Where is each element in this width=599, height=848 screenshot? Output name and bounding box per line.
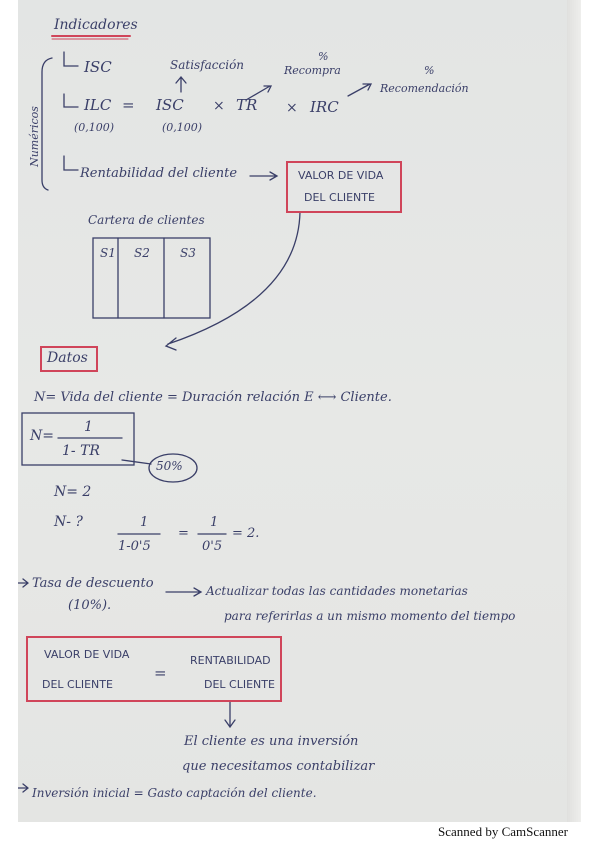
conclusion-line-2: que necesitamos contabilizar xyxy=(182,759,375,774)
n-definition: N= Vida del cliente = Duración relación E ⟷ Cliente. xyxy=(34,390,392,405)
n-lhs: N= xyxy=(30,428,54,444)
notebook-page xyxy=(18,0,581,822)
recomendacion-label: Recomendación xyxy=(380,82,469,95)
calc-numerator-1: 1 xyxy=(140,515,149,530)
tasa-pct: (10%). xyxy=(68,598,112,613)
cartera-col-s2: S2 xyxy=(134,246,150,260)
frac-numerator: 1 xyxy=(84,419,93,435)
valor-vida-box xyxy=(286,161,402,213)
equation-box xyxy=(26,636,282,702)
tasa-label: Tasa de descuento xyxy=(32,576,154,591)
valor-vida-line2: DEL CLIENTE xyxy=(304,191,375,204)
rentabilidad-cliente-label: Rentabilidad del cliente xyxy=(80,166,238,181)
eq-left-line1: VALOR DE VIDA xyxy=(44,648,130,661)
datos-title-box xyxy=(40,346,98,372)
eq-equals: = xyxy=(154,664,167,682)
cartera-col-s1: S1 xyxy=(100,246,116,260)
equals-sign: = xyxy=(122,96,135,114)
pct-recomendacion: % xyxy=(424,64,435,77)
recompra-label: Recompra xyxy=(284,64,341,77)
isc-term: ISC xyxy=(156,96,184,114)
circled-50pct: 50% xyxy=(156,459,183,473)
calc-denominator-1: 1-0'5 xyxy=(118,539,151,554)
calc-denominator-2: 0'5 xyxy=(202,539,223,554)
satisfaccion-label: Satisfacción xyxy=(170,58,245,72)
cartera-title: Cartera de clientes xyxy=(88,213,205,227)
inversion-line: Inversión inicial = Gasto captación del cliente. xyxy=(32,786,317,800)
ilc-label: ILC xyxy=(84,96,112,114)
tasa-desc-2: para referirlas a un mismo momento del tiempo xyxy=(224,609,516,623)
range-ilc: (0,100) xyxy=(74,121,115,134)
pct-recompra: % xyxy=(318,50,329,63)
frac-denominator: 1- TR xyxy=(62,443,100,459)
side-label-numericos: Numéricos xyxy=(27,106,41,167)
section-title-datos: Datos xyxy=(47,350,88,366)
isc-label: ISC xyxy=(84,58,112,76)
calc-result: = 2. xyxy=(232,526,260,541)
eq-right-line2: DEL CLIENTE xyxy=(204,678,275,691)
n-question: N- ? xyxy=(54,514,83,530)
valor-vida-line1: VALOR DE VIDA xyxy=(298,169,384,182)
calc-equals: = xyxy=(178,526,189,541)
cartera-col-s3: S3 xyxy=(180,246,196,260)
conclusion-line-1: El cliente es una inversión xyxy=(184,734,359,749)
scanner-footer: Scanned by CamScanner xyxy=(438,824,568,839)
times-sign-1: × xyxy=(213,98,225,114)
calc-numerator-2: 1 xyxy=(210,515,219,530)
n-equals-2: N= 2 xyxy=(54,484,92,500)
tr-term: TR xyxy=(236,96,258,114)
eq-right-line1: RENTABILIDAD xyxy=(190,654,271,667)
section-title-indicadores: Indicadores xyxy=(54,17,138,33)
tasa-desc-1: Actualizar todas las cantidades monetarias xyxy=(206,584,468,598)
eq-left-line2: DEL CLIENTE xyxy=(42,678,113,691)
times-sign-2: × xyxy=(286,100,298,116)
range-isc: (0,100) xyxy=(162,121,203,134)
irc-term: IRC xyxy=(310,98,339,116)
